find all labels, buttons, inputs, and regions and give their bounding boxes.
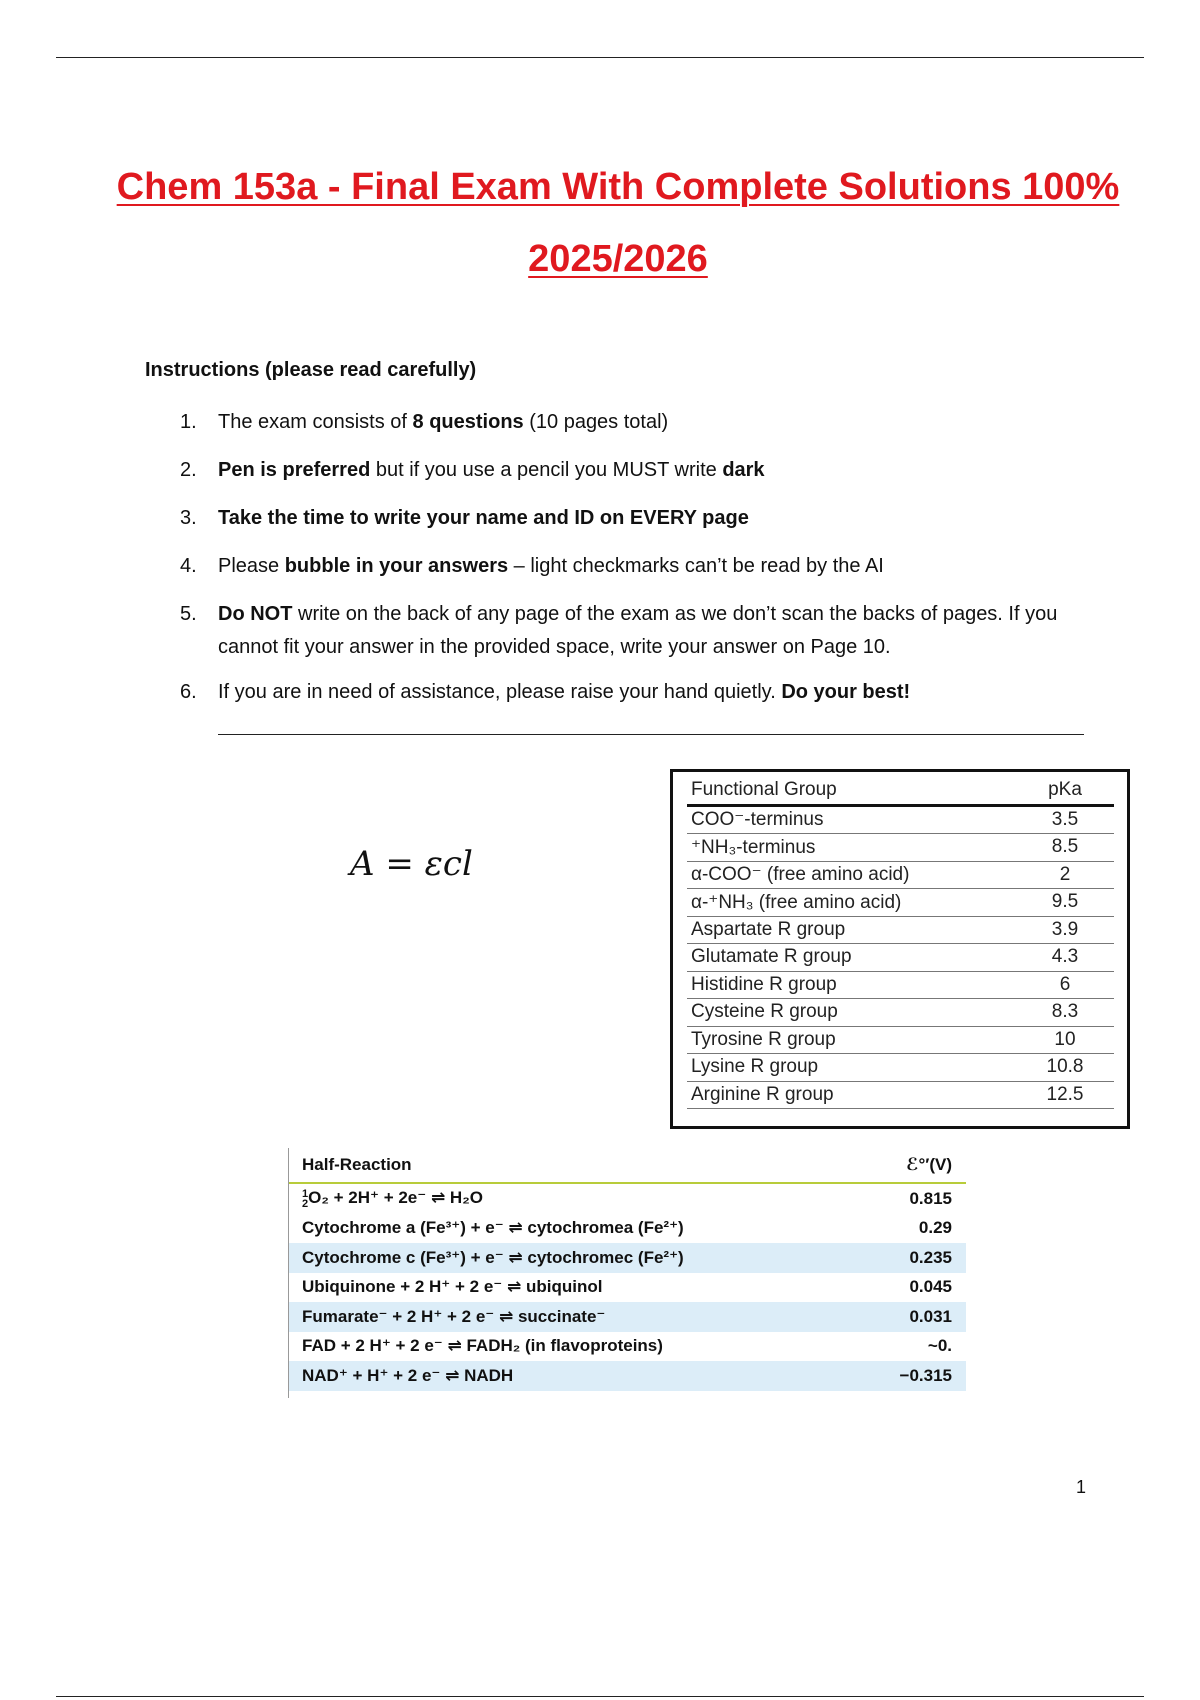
pka-functional-group: Lysine R group xyxy=(687,1054,1016,1082)
table-row xyxy=(687,889,1114,917)
pka-functional-group: Glutamate R group xyxy=(687,944,1016,972)
reduction-potential: 0.815 xyxy=(808,1183,966,1214)
table-row xyxy=(288,1332,966,1362)
list-item: 6. If you are in need of assistance, please raise your hand quietly. Do your best! xyxy=(180,681,911,703)
reduction-potential: −0.315 xyxy=(808,1361,966,1391)
half-reaction-equation xyxy=(288,1183,808,1214)
reduction-potential: 0.031 xyxy=(808,1302,966,1332)
table-row xyxy=(288,1214,966,1244)
pka-functional-group: Tyrosine R group xyxy=(687,1026,1016,1054)
pka-functional-group: Aspartate R group xyxy=(687,916,1016,944)
table-row xyxy=(687,834,1114,862)
pka-header-value: pKa xyxy=(1016,777,1114,805)
reduction-potential: ~0. xyxy=(927,1336,952,1356)
half-reaction-table xyxy=(288,1148,966,1391)
half-reaction-equation xyxy=(288,1332,808,1362)
pka-table-box xyxy=(670,769,1130,1129)
table-row xyxy=(288,1273,966,1303)
page-number: 1 xyxy=(1076,1477,1087,1497)
table-row xyxy=(687,1026,1114,1054)
table-row xyxy=(288,1243,966,1273)
reaction-text: Ubiquinone + 2 H⁺ + 2 e⁻ ⇌ ubiquinol xyxy=(302,1277,603,1297)
reduction-potential: 0.29 xyxy=(918,1218,952,1238)
pka-table xyxy=(687,777,1114,1109)
pka-value: 12.5 xyxy=(1016,1081,1114,1109)
list-item: 5. Do NOT write on the back of any page of the exam as we don’t scan the backs of pages. If you cannot fit your answer in the provided space, write your answer on Page 10. xyxy=(180,603,1058,658)
half-reaction-equation xyxy=(288,1243,808,1273)
reaction-text: FAD + 2 H⁺ + 2 e⁻ ⇌ FADH₂ (in flavoproteins) xyxy=(302,1336,663,1356)
pka-value: 10 xyxy=(1016,1026,1114,1054)
pka-value: 6 xyxy=(1016,971,1114,999)
page-title-line1: Chem 153a - Final Exam With Complete Solutions 100% xyxy=(116,166,1120,208)
table-row xyxy=(687,999,1114,1027)
table-row xyxy=(687,1054,1114,1082)
reaction-text: O₂ + 2H⁺ + 2e⁻ ⇌ H₂O xyxy=(308,1188,483,1208)
instructions-heading: Instructions (please read carefully) xyxy=(145,359,477,381)
half-reaction-equation xyxy=(288,1302,808,1332)
pka-value: 2 xyxy=(1016,861,1114,889)
table-row xyxy=(687,861,1114,889)
table-row xyxy=(687,916,1114,944)
pka-value: 3.9 xyxy=(1016,916,1114,944)
reduction-potential: 0.045 xyxy=(909,1277,952,1297)
pka-functional-group: α-COO⁻ (free amino acid) xyxy=(687,861,1016,889)
table-row xyxy=(288,1361,966,1391)
half-reaction-header: Half-Reaction xyxy=(288,1148,808,1183)
pka-functional-group: Histidine R group xyxy=(687,971,1016,999)
table-row xyxy=(687,805,1114,834)
table-row xyxy=(288,1183,966,1214)
pka-functional-group: COO⁻-terminus xyxy=(687,805,1016,834)
table-row xyxy=(687,971,1114,999)
pka-header-row xyxy=(687,777,1114,805)
list-item: 1. The exam consists of 8 questions (10 pages total) xyxy=(180,411,669,433)
potential-header: ℰ°′(V) xyxy=(808,1148,966,1183)
pka-value: 10.8 xyxy=(1016,1054,1114,1082)
pka-value: 9.5 xyxy=(1016,889,1114,917)
table-row xyxy=(687,1081,1114,1109)
list-item: 4. Please bubble in your answers – light checkmarks can’t be read by the AI xyxy=(180,555,884,577)
reaction-text: Fumarate⁻ + 2 H⁺ + 2 e⁻ ⇌ succinate⁻ xyxy=(302,1306,606,1326)
half-reaction-equation xyxy=(288,1214,808,1244)
reduction-potential: 0.235 xyxy=(808,1243,966,1273)
list-item: 3. Take the time to write your name and ID on EVERY page xyxy=(180,507,749,529)
bottom-rule xyxy=(56,1696,1144,1697)
half-reaction-header-row xyxy=(288,1148,966,1183)
reaction-text: Cytochrome a (Fe³⁺) + e⁻ ⇌ cytochromea (Fe²⁺) xyxy=(302,1218,684,1238)
pka-value: 8.3 xyxy=(1016,999,1114,1027)
reaction-text: Cytochrome c (Fe³⁺) + e⁻ ⇌ cytochromec (Fe²⁺) xyxy=(302,1247,684,1267)
pka-value: 8.5 xyxy=(1016,834,1114,862)
reaction-text: NAD⁺ + H⁺ + 2 e⁻ ⇌ NADH xyxy=(302,1365,514,1385)
half-reaction-equation xyxy=(288,1273,808,1303)
half-reaction-table-wrap xyxy=(288,1148,966,1391)
pka-functional-group: α-⁺NH₃ (free amino acid) xyxy=(687,889,1016,917)
list-item: 2. Pen is preferred but if you use a pencil you MUST write dark xyxy=(180,459,765,481)
table-left-border xyxy=(288,1148,289,1398)
section-divider xyxy=(218,734,1084,735)
page-title-line2: 2025/2026 xyxy=(528,238,708,280)
pka-functional-group: ⁺NH₃-terminus xyxy=(687,834,1016,862)
pka-value: 4.3 xyxy=(1016,944,1114,972)
top-rule xyxy=(56,57,1144,58)
pka-functional-group: Arginine R group xyxy=(687,1081,1016,1109)
half-reaction-equation xyxy=(288,1361,808,1391)
fraction-one-half: 1 2 xyxy=(302,1188,309,1210)
instructions-list xyxy=(180,406,1080,724)
table-row xyxy=(288,1302,966,1332)
table-row xyxy=(687,944,1114,972)
pka-value: 3.5 xyxy=(1016,805,1114,834)
beer-lambert-formula: A = εcl xyxy=(350,844,473,884)
pka-functional-group: Cysteine R group xyxy=(687,999,1016,1027)
pka-header-group: Functional Group xyxy=(687,777,1016,805)
